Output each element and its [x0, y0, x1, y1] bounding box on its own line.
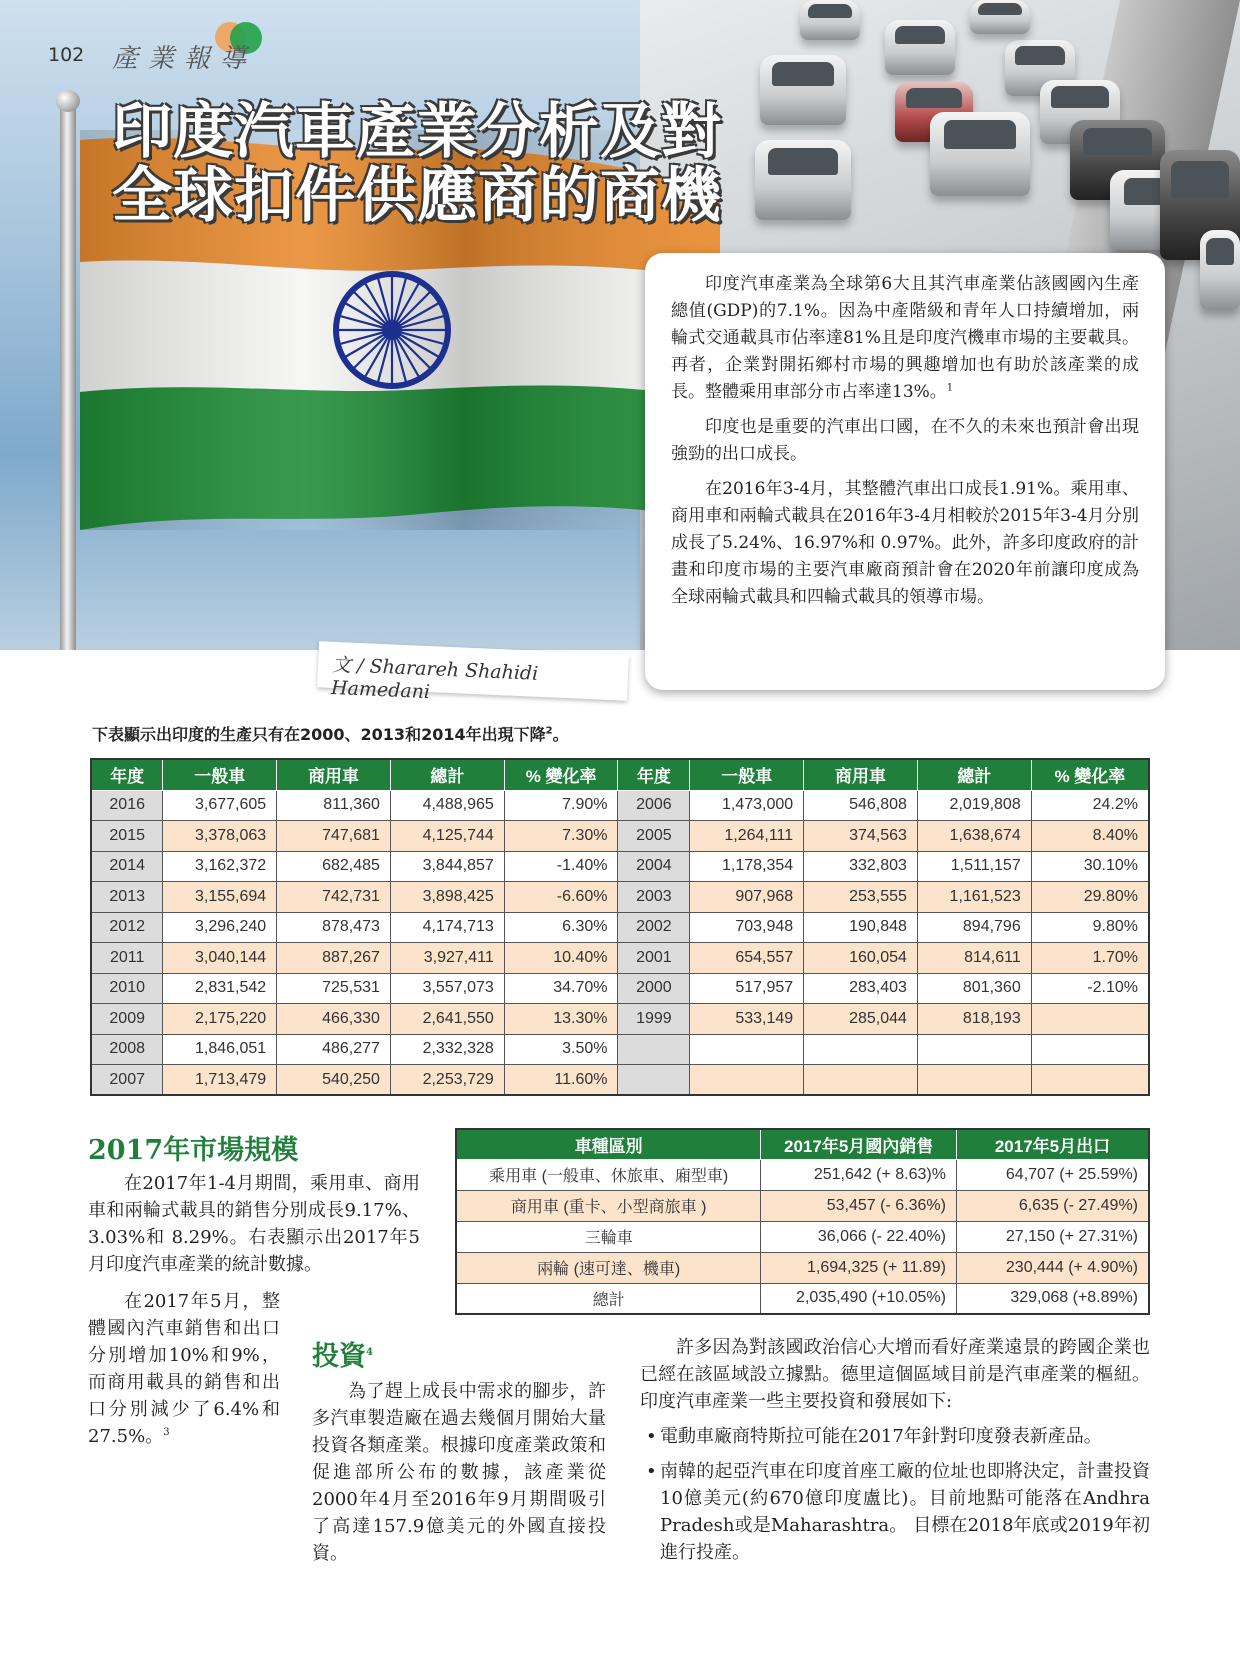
table-cell: 36,066 (- 22.40%): [761, 1221, 957, 1252]
table-cell: 742,731: [277, 882, 391, 913]
column-header: 一般車: [163, 759, 277, 790]
table-cell: 3,927,411: [390, 943, 504, 974]
investment-text: [312, 1378, 606, 1573]
table-cell: 3,162,372: [163, 851, 277, 882]
table-row: [91, 1065, 1149, 1096]
market-size-text-2: [88, 1288, 280, 1456]
table-cell: 8.40%: [1031, 821, 1149, 852]
table-cell: [1031, 1034, 1149, 1065]
table-cell: 285,044: [804, 1004, 918, 1035]
table-cell: 907,968: [690, 882, 804, 913]
table-cell: 160,054: [804, 943, 918, 974]
table-cell: 2011: [91, 943, 163, 974]
table-cell: 53,457 (- 6.36%): [761, 1190, 957, 1221]
table-cell: 6.30%: [504, 912, 618, 943]
table-cell: 546,808: [804, 790, 918, 821]
table-cell: 2003: [618, 882, 690, 913]
table-cell: 1.70%: [1031, 943, 1149, 974]
table-cell: 三輪車: [456, 1221, 761, 1252]
table-cell: 9.80%: [1031, 912, 1149, 943]
table-cell: 682,485: [277, 851, 391, 882]
table-row: [91, 1004, 1149, 1035]
table-row: [91, 973, 1149, 1004]
table-cell: 2,253,729: [390, 1065, 504, 1096]
table-cell: 3,898,425: [390, 882, 504, 913]
table-row: [456, 1283, 1149, 1314]
table-cell: 466,330: [277, 1004, 391, 1035]
table-cell: 3,155,694: [163, 882, 277, 913]
sales-table: [455, 1128, 1150, 1315]
column-header: 車種區別: [456, 1129, 761, 1159]
table-cell: 517,957: [690, 973, 804, 1004]
section-label: 產業報導: [112, 44, 257, 74]
table-cell: 329,068 (+8.89%): [956, 1283, 1149, 1314]
table-row: [91, 912, 1149, 943]
table-row: [91, 1034, 1149, 1065]
table-cell: 533,149: [690, 1004, 804, 1035]
table-cell: 3,378,063: [163, 821, 277, 852]
table-cell: 374,563: [804, 821, 918, 852]
table-cell: 3.50%: [504, 1034, 618, 1065]
table-cell: 兩輪 (速可達、機車): [456, 1252, 761, 1283]
footnote-ref: 4: [366, 1347, 373, 1358]
table-row: [456, 1159, 1149, 1190]
table-cell: [917, 1034, 1031, 1065]
table-cell: 2008: [91, 1034, 163, 1065]
table-cell: 703,948: [690, 912, 804, 943]
flag-pole-finial: [56, 90, 80, 112]
table-cell: 2000: [618, 973, 690, 1004]
investment-heading: 投資$^4$: [312, 1341, 373, 1372]
table-cell: 811,360: [277, 790, 391, 821]
table-header-row: [91, 759, 1149, 790]
table-cell: 801,360: [917, 973, 1031, 1004]
table-cell: 4,488,965: [390, 790, 504, 821]
table-cell: 6,635 (- 27.49%): [956, 1190, 1149, 1221]
table-cell: 4,125,744: [390, 821, 504, 852]
table-cell: 253,555: [804, 882, 918, 913]
car: [970, 0, 1030, 34]
table-cell: 29.80%: [1031, 882, 1149, 913]
table-cell: [690, 1065, 804, 1096]
ashoka-chakra-icon: [336, 274, 448, 386]
table-cell: 10.40%: [504, 943, 618, 974]
table-cell: 64,707 (+ 25.59%): [956, 1159, 1149, 1190]
table-cell: 1,178,354: [690, 851, 804, 882]
table-row: [91, 943, 1149, 974]
table-cell: [1031, 1004, 1149, 1035]
table-cell: 1,713,479: [163, 1065, 277, 1096]
table-cell: 2006: [618, 790, 690, 821]
table-cell: [618, 1065, 690, 1096]
table-cell: 1,511,157: [917, 851, 1031, 882]
table-cell: [917, 1065, 1031, 1096]
table-cell: 13.30%: [504, 1004, 618, 1035]
table-cell: 725,531: [277, 973, 391, 1004]
column-header: 年度: [618, 759, 690, 790]
car: [760, 55, 846, 125]
table-cell: 3,844,857: [390, 851, 504, 882]
column-header: 總計: [917, 759, 1031, 790]
table-cell: 654,557: [690, 943, 804, 974]
table-cell: 2001: [618, 943, 690, 974]
table-cell: 11.60%: [504, 1065, 618, 1096]
car: [800, 0, 860, 40]
table-row: [91, 821, 1149, 852]
table-cell: 2,641,550: [390, 1004, 504, 1035]
table-cell: 27,150 (+ 27.31%): [956, 1221, 1149, 1252]
table-cell: 1,161,523: [917, 882, 1031, 913]
table-cell: 747,681: [277, 821, 391, 852]
table-cell: [804, 1065, 918, 1096]
table-cell: 1,846,051: [163, 1034, 277, 1065]
market-size-text: [88, 1170, 420, 1284]
right-column-text: [640, 1334, 1150, 1572]
table-cell: 3,296,240: [163, 912, 277, 943]
table-cell: 2,332,328: [390, 1034, 504, 1065]
column-header: 2017年5月國內銷售: [761, 1129, 957, 1159]
table-cell: 486,277: [277, 1034, 391, 1065]
table-cell: 190,848: [804, 912, 918, 943]
production-table: [90, 758, 1150, 1096]
table-cell: 894,796: [917, 912, 1031, 943]
author-byline: 文 / Sharareh Shahidi Hamedani: [317, 641, 629, 700]
table-cell: 2,831,542: [163, 973, 277, 1004]
table-row: [456, 1190, 1149, 1221]
table-cell: [690, 1034, 804, 1065]
bullet-item: • 電動車廠商特斯拉可能在2017年針對印度發表新產品。: [640, 1423, 1150, 1450]
table-row: [91, 790, 1149, 821]
table-cell: 2009: [91, 1004, 163, 1035]
intro-paragraph: 在2016年3-4月，其整體汽車出口成長1.91%。乘用車、商用車和兩輪式載具在2016年3-4月相較於2015年3-4月分別成長了5.24%、16.97%和 0.97%。此外，許多印度政府的計畫和印度市場的主要汽車廠商預計會在2020年前讓印度成為全球兩輪式載具和四輪式載具的領導市場。: [671, 479, 1139, 607]
table-cell: [618, 1034, 690, 1065]
intro-box: [645, 253, 1165, 690]
table-cell: [1031, 1065, 1149, 1096]
table-cell: 230,444 (+ 4.90%): [956, 1252, 1149, 1283]
car: [930, 112, 1030, 196]
table-cell: 7.90%: [504, 790, 618, 821]
table-cell: 283,403: [804, 973, 918, 1004]
column-header: % 變化率: [1031, 759, 1149, 790]
table-cell: 1999: [618, 1004, 690, 1035]
flag-pole: [60, 95, 76, 650]
table-cell: 540,250: [277, 1065, 391, 1096]
table-cell: [804, 1034, 918, 1065]
footnote-ref: 2: [545, 725, 553, 737]
table-cell: 251,642 (+ 8.63)%: [761, 1159, 957, 1190]
table-row: [456, 1221, 1149, 1252]
table-cell: 乘用車 (一般車、休旅車、廂型車): [456, 1159, 761, 1190]
market-size-heading: 2017年市場規模: [88, 1135, 299, 1166]
table-cell: 2014: [91, 851, 163, 882]
table-cell: 2007: [91, 1065, 163, 1096]
market-paragraph: 在2017年5月，整體國內汽車銷售和出口分別增加10%和9%，而商用載具的銷售和出口分別減少了6.4%和27.5%。$^3$: [88, 1291, 280, 1447]
table-cell: 1,694,325 (+ 11.89): [761, 1252, 957, 1283]
page-number: 102: [48, 44, 85, 66]
table-cell: 3,557,073: [390, 973, 504, 1004]
car: [885, 20, 955, 75]
table-cell: 332,803: [804, 851, 918, 882]
column-header: 一般車: [690, 759, 804, 790]
table-cell: 3,677,605: [163, 790, 277, 821]
market-paragraph: 在2017年1-4月期間，乘用車、商用車和兩輪式載具的銷售分別成長9.17%、3.03%和 8.29%。右表顯示出2017年5月印度汽車產業的統計數據。: [88, 1173, 420, 1275]
table-cell: 1,264,111: [690, 821, 804, 852]
table-cell: 34.70%: [504, 973, 618, 1004]
table-row: [91, 851, 1149, 882]
table-cell: 2016: [91, 790, 163, 821]
table-cell: 7.30%: [504, 821, 618, 852]
table-cell: -2.10%: [1031, 973, 1149, 1004]
intro-paragraph: 印度汽車產業為全球第6大且其汽車產業佔該國國內生產總值(GDP)的7.1%。因為中產階級和青年人口持續增加，兩輪式交通載具市佔率達81%且是印度汽機車市場的主要載具。再者，企業對開拓鄉村市場的興趣增加也有助於該產業的成長。整體乘用車部分市占率達13%。$^1$: [671, 274, 1139, 402]
table-cell: 2,175,220: [163, 1004, 277, 1035]
table-cell: 2005: [618, 821, 690, 852]
table-cell: 878,473: [277, 912, 391, 943]
table-cell: 2012: [91, 912, 163, 943]
table-cell: 商用車 (重卡、小型商旅車 ): [456, 1190, 761, 1221]
table-cell: 總計: [456, 1283, 761, 1314]
table-cell: 2004: [618, 851, 690, 882]
column-header: 商用車: [804, 759, 918, 790]
car: [1200, 230, 1240, 310]
table-cell: 2013: [91, 882, 163, 913]
table-cell: 2010: [91, 973, 163, 1004]
right-paragraph: 許多因為對該國政治信心大增而看好產業遠景的跨國企業也已經在該區域設立據點。德里這個區域目前是汽車產業的樞紐。印度汽車產業一些主要投資和發展如下:: [640, 1337, 1150, 1412]
footnote-ref: 1: [946, 382, 954, 394]
footnote-ref: 3: [163, 1427, 170, 1438]
column-header: 總計: [390, 759, 504, 790]
table-caption: 下表顯示出印度的生產只有在2000、2013和2014年出現下降$^2$。: [92, 725, 569, 744]
investment-paragraph: 為了趕上成長中需求的腳步，許多汽車製造廠在過去幾個月開始大量投資各類產業。根據印度產業政策和促進部所公布的數據，該產業從2000年4月至2016年9月期間吸引了高達157.9億美元的外國直接投資。: [312, 1381, 606, 1564]
table-cell: 2,019,808: [917, 790, 1031, 821]
table-cell: 2,035,490 (+10.05%): [761, 1283, 957, 1314]
table-cell: 3,040,144: [163, 943, 277, 974]
table-header-row: [456, 1129, 1149, 1159]
table-cell: 4,174,713: [390, 912, 504, 943]
table-cell: 814,611: [917, 943, 1031, 974]
table-row: [91, 882, 1149, 913]
column-header: 商用車: [277, 759, 391, 790]
car: [755, 140, 851, 220]
article-title: 印度汽車產業分析及對全球扣件供應商的商機: [112, 97, 722, 231]
table-cell: 2015: [91, 821, 163, 852]
bullet-item: • 南韓的起亞汽車在印度首座工廠的位址也即將決定，計畫投資10億美元(約670億印度盧比)。目前地點可能落在Andhra Pradesh或是Maharashtra。 目標在2018年底或2019年初進行投產。: [640, 1458, 1150, 1566]
column-header: 年度: [91, 759, 163, 790]
table-cell: -1.40%: [504, 851, 618, 882]
table-cell: 24.2%: [1031, 790, 1149, 821]
table-cell: 1,638,674: [917, 821, 1031, 852]
table-cell: 30.10%: [1031, 851, 1149, 882]
table-cell: 1,473,000: [690, 790, 804, 821]
table-cell: 818,193: [917, 1004, 1031, 1035]
table-cell: 2002: [618, 912, 690, 943]
column-header: % 變化率: [504, 759, 618, 790]
table-row: [456, 1252, 1149, 1283]
table-cell: -6.60%: [504, 882, 618, 913]
table-cell: 887,267: [277, 943, 391, 974]
intro-paragraph: 印度也是重要的汽車出口國，在不久的未來也預計會出現強勁的出口成長。: [671, 417, 1139, 464]
column-header: 2017年5月出口: [956, 1129, 1149, 1159]
